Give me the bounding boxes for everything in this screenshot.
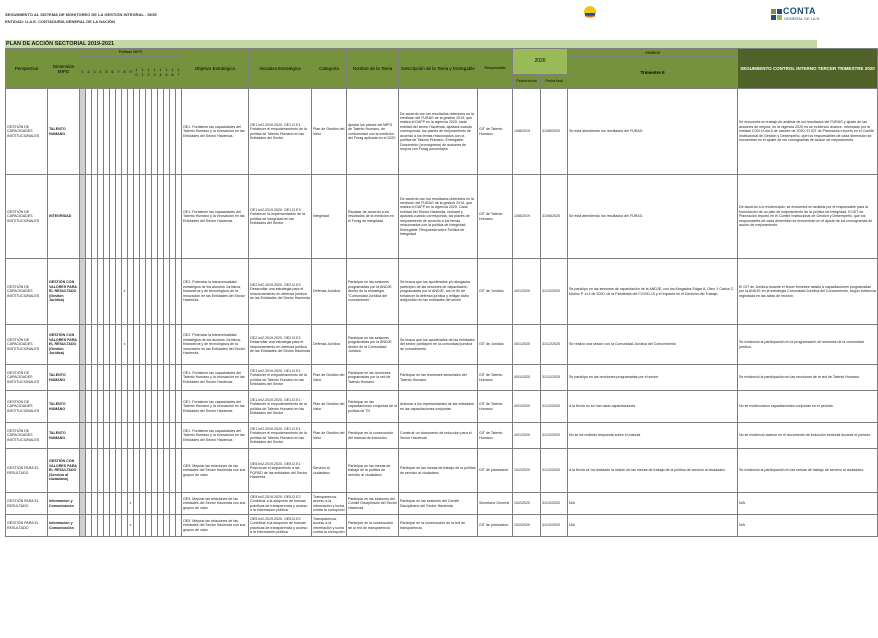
contaduria-logo	[770, 6, 822, 24]
cell-fecha-final: 31/12/2020	[541, 259, 568, 325]
cell-descripcion: Participar en las mesas de trabajo de la política de servicio al ciudadano	[399, 449, 478, 493]
cell-fecha-inicial: 4/01/2020	[513, 423, 541, 449]
politica-num: 9	[128, 57, 134, 89]
cell-dimension: GESTIÓN CON VALORES PARA EL RESULTADO (Servicio al ciudadano)	[48, 449, 80, 493]
table-row	[6, 423, 878, 449]
cell-nombre: Repasar de acuerdo a los resultados de la medición en el Furag de integridad.	[347, 175, 399, 259]
politica-num: 10	[134, 57, 140, 89]
plan-table	[5, 48, 878, 537]
politica-num: 4	[98, 57, 104, 89]
cell-seguimiento: No se evidenciaron capacitaciones conjuntas en el periodo.	[738, 391, 878, 423]
politica-num: 15	[164, 57, 170, 89]
cell-nombre: Participar en las reuniones programadas por la red de Talento Humano	[347, 365, 399, 391]
cell-nombre: Participar en las sesiones programadas por la ANDJE dentro de la Comunidad Jurídica	[347, 325, 399, 365]
cell-trimestre: A la fecha se ha realizado la sesión de las mesas de trabajo de la política de servicio al ciudadano	[568, 449, 738, 493]
col-seguimiento: SEGUIMIENTO CONTROL INTERNO TERCER TRIMESTRE 2020	[738, 49, 878, 89]
cell-perspectiva: GESTIÓN DE CAPACIDADES INSTITUCIONALES	[6, 391, 48, 423]
cell-nombre: Participar en las capacitaciones conjuntas de la política de TH	[347, 391, 399, 423]
politica-num: 13	[152, 57, 158, 89]
table-row	[6, 89, 878, 175]
cell-fecha-final: 31/12/2020	[541, 449, 568, 493]
cell-descripcion: Se busca que los apoderados de las entidades del sector participen en la comunidad jurídica de conocimiento	[399, 325, 478, 365]
cell-objetivo: OE5. Mejorar las relaciones de las entidades del Sector Hacienda con sus grupos de valor	[182, 449, 249, 493]
cell-perspectiva: GESTIÓN PARA EL RESULTADO	[6, 493, 48, 515]
cell-responsable: GIT de planeación	[478, 449, 513, 493]
cell-perspectiva: GESTIÓN DE CAPACIDADES INSTITUCIONALES	[6, 259, 48, 325]
cell-perspectiva: GESTIÓN DE CAPACIDADES INSTITUCIONALES	[6, 175, 48, 259]
cell-trimestre: Se participó en las sesiones de capacitación de la ANDJE, con los Abogados Edgar A. Oteo Y Carlos C. Muñoz P. el 4 de 2020, de la Pandemia del COVID-19 y el Impacto en el Derecho del Trabajo.	[568, 259, 738, 325]
cell-descripcion: De acuerdo con los resultados obtenidos en la medición del FURAG de la gestión 2019, que realiza el DAFP en la vigencia 2020. Cada entidad del Sector Hacienda, revisará y ajustará cuando corresponda, los planes de mejoramiento de acuerdo a los temas relacionados con la política de Integridad. Entregable: Respuesta sobre Política de Integridad	[399, 175, 478, 259]
politica-num: 12	[146, 57, 152, 89]
cell-objetivo: OE5. Mejorar las relaciones de las entidades del Sector Hacienda con sus grupos de valor	[182, 515, 249, 537]
col-perspectiva: Perspectiva	[6, 49, 48, 89]
cell-objetivo: OE2. Potenciar la transversalidad estratégica de los asuntos Jurídicos, financieros y de tecnológicos de la innovación en las Entidades del Sector Hacienda.	[182, 325, 249, 365]
cell-dimension: TALENTO HUMANO	[48, 423, 80, 449]
logo-subtitle: GENERAL DE LA N	[784, 16, 820, 21]
politica-num: 5	[104, 57, 110, 89]
politica-num: 16	[170, 57, 176, 89]
cell-nombre: Participar en las sesiones del Comité Disciplinario del Sector Hacienda	[347, 493, 399, 515]
cell-perspectiva: GESTIÓN DE CAPACIDADES INSTITUCIONALES	[6, 89, 48, 175]
cell-perspectiva: GESTIÓN PARA EL RESULTADO	[6, 515, 48, 537]
cell-iniciativa: OE1.Ini2.2019.2020. OE1.I2.E1 Fortalecer el empoderamiento de la política de Talento Humano en las Entidades del Sector	[249, 423, 312, 449]
table-row	[6, 449, 878, 493]
col-trimestre: Trimestre II	[568, 57, 738, 89]
cell-categoria: Integridad	[312, 175, 347, 259]
cell-fecha-inicial: 4/01/2020	[513, 325, 541, 365]
cell-objetivo: OE1. Fortalecer las capacidades del Talento Humano y la innovación en las Entidades del Sector Hacienda	[182, 175, 249, 259]
cell-descripcion: Se busca que los apoderados y/o abogados participen de las sesiones de capacitación programadas por la ANDJE, con el fin de fortalecer la defensa jurídica y mitigar daño antijurídico en las entidades del sector	[399, 259, 478, 325]
colombia-logo-icon	[583, 5, 597, 19]
politica-mark: x	[128, 493, 134, 515]
col-objetivo: Objetivo Estratégico	[182, 49, 249, 89]
cell-nombre: Participar en las sesiones programadas por la ANDJE dentro de la estrategia "Comunidad Jurídica del conocimiento"	[347, 259, 399, 325]
cell-descripcion: Participar en las reuniones sectoriales del Talento Humano	[399, 365, 478, 391]
col-descripcion: Descripción de la Tarea y Entregable	[399, 49, 478, 89]
politica-num: 14	[158, 57, 164, 89]
cell-trimestre: Se participó en las reuniones programadas por el sector	[568, 365, 738, 391]
cell-trimestre: N/A	[568, 493, 738, 515]
cell-fecha-final: 31/12/2020	[541, 493, 568, 515]
cell-categoria: Defensa Jurídica	[312, 259, 347, 325]
cell-responsable: GIT de Talento Humano	[478, 391, 513, 423]
cell-categoria: Plan de Gestión del Valor	[312, 89, 347, 175]
cell-responsable: GIT de Jurídica	[478, 325, 513, 365]
cell-objetivo: OE2. Potenciar la transversalidad estratégica de los asuntos Jurídicos, financieros y de tecnológicos de la innovación en las Entidades del Sector Hacienda.	[182, 259, 249, 325]
cell-fecha-inicial: 4/01/2020	[513, 391, 541, 423]
col-year: 2020	[513, 49, 568, 75]
cell-iniciativa: OE5.Ini2.2019.2020. OE5.I2.E2 Contribuir a la adopción de buenas prácticas de transparencia y acceso a la información pública	[249, 515, 312, 537]
cell-descripcion: De acuerdo con los resultados obtenidos en la medición del FURAG de la gestión 2019, que realiza el DAFP en la vigencia 2020, cada entidad del sector Hacienda, ajustará cuando corresponda, los planes de mejoramiento de acuerdo a los temas relacionados con la política de Talento Humano. Entregable: Documento (cronograma) de acciones de mejora con Furag porcentajes	[399, 89, 478, 175]
cell-dimension: GESTIÓN CON VALORES PARA EL RESULTADO (Gestión Jurídica)	[48, 325, 80, 365]
politica-num: 11	[140, 57, 146, 89]
cell-seguimiento: De acuerdo a lo evidenciado, se encuentra en análisis por el responsable para la formulación de un plan de mejoramiento de la política de Integridad. El GIT de Planeación reportó en el Comité Institucional de Gestión y Desempeño, que los responsables de cada dimensión se encuentran en el ajuste de los cronogramas de acción de mejoramiento.	[738, 175, 878, 259]
col-fecha-final: Fecha final	[541, 75, 568, 89]
logo-name: CONTA	[783, 6, 816, 16]
col-fecha-inicial: Fecha inicial	[513, 75, 541, 89]
table-row	[6, 325, 878, 365]
plan-table-body	[6, 89, 878, 537]
cell-trimestre: Se está atendiendo los resultados del FURAG	[568, 175, 738, 259]
cell-dimension: Información y Comunicación	[48, 515, 80, 537]
cell-fecha-inicial: 1/08/2019	[513, 175, 541, 259]
cell-dimension: TALENTO HUMANO	[48, 89, 80, 175]
politica-num: 2	[86, 57, 92, 89]
cell-seguimiento: Se evidenció la participación en las reuniones de la red de Talento Humano.	[738, 365, 878, 391]
cell-trimestre: A la fecha no se han dado capacitaciones	[568, 391, 738, 423]
cell-fecha-final: 31/12/2020	[541, 325, 568, 365]
contaduria-mark-icon	[770, 8, 783, 21]
politica-num: 1	[80, 57, 86, 89]
cell-seguimiento: No se evidenció avance en el documento de inducción sectorial durante el periodo.	[738, 423, 878, 449]
cell-objetivo: OE1. Fortalecer las capacidades del Talento Humano y la innovación en las Entidades del Sector Hacienda.	[182, 89, 249, 175]
cell-responsable: GIT de Talento Humano	[478, 365, 513, 391]
cell-trimestre: Se realizó una sesión con la Comunidad Jurídica del Conocimiento	[568, 325, 738, 365]
cell-descripcion: Articular a los representantes de las entidades en las capacitaciones conjuntas	[399, 391, 478, 423]
cell-objetivo: OE5. Mejorar las relaciones de las entidades del Sector Hacienda con sus grupos de valor	[182, 493, 249, 515]
col-politicas: Politicas MIPG	[80, 49, 182, 57]
cell-categoria: Plan de Gestión del Valor	[312, 391, 347, 423]
col-iniciativa: Iniciativa Estratégica	[249, 49, 312, 89]
cell-perspectiva: GESTIÓN DE CAPACIDADES INSTITUCIONALES	[6, 365, 48, 391]
cell-dimension: Información y Comunicación	[48, 493, 80, 515]
col-nombre: Nombre de la Tarea	[347, 49, 399, 89]
cell-seguimiento: Se encuentra en trabajo de análisis de los resultados del FURAG y ajuste de las acciones de mejora, en la vigencia 2020 no se evidenció avance. Informado por la entidad CGN el día 6 de octubre de 2020. El GIT de Planeación reportó en el Comité Institucional de Gestión y Desempeño, que los responsables de cada dimensión se encuentran en el ajuste de los cronogramas de acción de mejoramiento.	[738, 89, 878, 175]
plan-table-header	[6, 49, 878, 89]
cell-objetivo: OE1. Fortalecer las capacidades del Talento Humano y la innovación en las Entidades del Sector Hacienda	[182, 423, 249, 449]
cell-trimestre: No se ha recibido respuesta sobre el manual	[568, 423, 738, 449]
cell-fecha-inicial: 1/08/2019	[513, 89, 541, 175]
cell-responsable: GIT de Jurídica	[478, 259, 513, 325]
cell-categoria: Transparencia, acceso a la información y lucha contra la corrupción	[312, 493, 347, 515]
header-line-2: ENTIDAD: U.A.E. CONTADURÍA GENERAL DE LA NACIÓN	[5, 19, 115, 24]
cell-fecha-final: 31/12/2020	[541, 423, 568, 449]
politica-num: 3	[92, 57, 98, 89]
cell-dimension: GESTIÓN CON VALORES PARA EL RESULTADO (Gestión Jurídica)	[48, 259, 80, 325]
cell-descripcion: Construir un documento de inducción para el Sector Hacienda	[399, 423, 478, 449]
table-row	[6, 391, 878, 423]
cell-fecha-inicial: 1/02/2020	[513, 515, 541, 537]
cell-iniciativa: OE2.Ini2.2019.2020. OE2.I2.E2 Desarrollar una estrategia para el relacionamiento en defensa jurídica de las Entidades del Sector Hacienda	[249, 259, 312, 325]
cell-iniciativa: OE1.Ini2.2019.2020. OE1.I2.E1 Fortalecer el empoderamiento de la política de Talento Humano en las Entidades del Sector	[249, 391, 312, 423]
politica-mark: x	[122, 325, 128, 365]
politica-num: 8	[122, 57, 128, 89]
col-responsable: Responsable	[478, 49, 513, 89]
cell-descripcion: Participar en las sesiones del Comité Disciplinario del Sector Hacienda	[399, 493, 478, 515]
cell-fecha-final: 31/12/2020	[541, 391, 568, 423]
cell-responsable: GIT de Talento Humano	[478, 175, 513, 259]
cell-categoria: Plan de Gestión del Valor	[312, 423, 347, 449]
cell-nombre: Ajustar los planes del MIPG de Talento Humano, de conformidad con la medición del Furag aplicada en el 2020	[347, 89, 399, 175]
col-avance: Avance	[568, 49, 738, 57]
cell-categoria: Transparencia, acceso a la información y lucha contra la corrupción	[312, 515, 347, 537]
table-row	[6, 365, 878, 391]
cell-nombre: Participar en la construcción del manual de inducción	[347, 423, 399, 449]
cell-responsable: Secretario General	[478, 493, 513, 515]
cell-seguimiento: El GIT de Jurídica durante el tercer trimestre asistió a capacitaciones programadas por la ANDJE en la estrategia Comunidad Jurídica del Conocimiento, según evidencia registrada en las actas de reunión.	[738, 259, 878, 325]
cell-responsable: GIT de Talento Humano	[478, 423, 513, 449]
cell-fecha-inicial: 4/01/2020	[513, 365, 541, 391]
col-dimension: Dimensión MIPG	[48, 49, 80, 89]
cell-iniciativa: OE2.Ini2.2019.2020. OE2.I2.E2 Desarrollar una estrategia para el relacionamiento en defensa jurídica de las Entidades del Sector Hacienda	[249, 325, 312, 365]
cell-nombre: Participar en las mesas de trabajo de la política de servicio al ciudadano	[347, 449, 399, 493]
header-line-1: SEGUIMIENTO AL SISTEMA DE MONITOREO DE LA GESTIÓN INTEGRAL - SIGE	[5, 12, 157, 17]
cell-fecha-final: 31/12/2020	[541, 365, 568, 391]
cell-iniciativa: OE1.Ini2.2019.2020. OE1.I2.E1 Fortalecer el empoderamiento de la política de Talento Humano en las Entidades del Sector	[249, 365, 312, 391]
cell-categoria: Defensa Jurídica	[312, 325, 347, 365]
cell-iniciativa: OE5.Ini2.2019.2020. OE5.I2.E1 Posicionar el seguimiento a las PQRSD de las entidades del Sector Hacienda	[249, 449, 312, 493]
cell-dimension: TALENTO HUMANO	[48, 391, 80, 423]
cell-seguimiento: N/A	[738, 515, 878, 537]
politica-mark: x	[128, 515, 134, 537]
cell-categoria: Servicio al ciudadano	[312, 449, 347, 493]
cell-seguimiento: N/A	[738, 493, 878, 515]
table-row	[6, 175, 878, 259]
cell-iniciativa: OE5.Ini2.2019.2020. OE5.I2.E2 Contribuir a la adopción de buenas prácticas de transparencia y acceso a la información pública	[249, 493, 312, 515]
cell-fecha-final: 31/08/2020	[541, 89, 568, 175]
cell-responsable: GIT de Talento Humano	[478, 89, 513, 175]
cell-seguimiento: Se evidenció la participación en la programación de sesiones de la comunidad jurídica.	[738, 325, 878, 365]
cell-iniciativa: OE1.Ini2.2019.2020. OE1.I2.E3 Fortalecer la implementación de la política de Integridad en las Entidades del Sector	[249, 175, 312, 259]
cell-fecha-inicial: 4/01/2020	[513, 259, 541, 325]
politica-mark: x	[122, 259, 128, 325]
cell-fecha-inicial: 1/02/2020	[513, 449, 541, 493]
cell-responsable: GIT de planeación	[478, 515, 513, 537]
cell-perspectiva: GESTIÓN DE CAPACIDADES INSTITUCIONALES	[6, 325, 48, 365]
cell-perspectiva: GESTIÓN DE CAPACIDADES INSTITUCIONALES	[6, 423, 48, 449]
cell-dimension: INTEGRIDAD	[48, 175, 80, 259]
cell-iniciativa: OE1.Ini2.2019.2020. OE1.I2.E1 Fortalecer el empoderamiento de la política de Talento Humano en las Entidades del Sector	[249, 89, 312, 175]
politica-num: 17	[176, 57, 182, 89]
cell-perspectiva: GESTIÓN PARA EL RESULTADO	[6, 449, 48, 493]
cell-objetivo: OE1. Fortalecer las capacidades del Talento Humano y la innovación en las Entidades del Sector Hacienda	[182, 391, 249, 423]
table-row	[6, 515, 878, 537]
cell-trimestre: N/A	[568, 515, 738, 537]
cell-nombre: Participar en la construcción de la red de transparencia	[347, 515, 399, 537]
table-row	[6, 493, 878, 515]
politica-num: 6	[110, 57, 116, 89]
table-row	[6, 259, 878, 325]
cell-fecha-final: 31/08/2020	[541, 175, 568, 259]
cell-trimestre: Se está atendiendo los resultados del FURAG	[568, 89, 738, 175]
cell-dimension: TALENTO HUMANO	[48, 365, 80, 391]
col-categoria: Categoría	[312, 49, 347, 89]
cell-fecha-final: 31/12/2020	[541, 515, 568, 537]
cell-categoria: Plan de Gestión del Valor	[312, 365, 347, 391]
politica-num: 7	[116, 57, 122, 89]
cell-objetivo: OE1. Fortalecer las capacidades del Talento Humano y la innovación en las Entidades del Sector Hacienda	[182, 365, 249, 391]
plan-title: PLAN DE ACCIÓN SECTORIAL 2019-2021	[5, 40, 817, 48]
cell-descripcion: Participar en la construcción de la red de transparencia	[399, 515, 478, 537]
cell-fecha-inicial: 1/02/2020	[513, 493, 541, 515]
cell-seguimiento: Se evidenció la participación en las mesas de trabajo de servicio al ciudadano.	[738, 449, 878, 493]
